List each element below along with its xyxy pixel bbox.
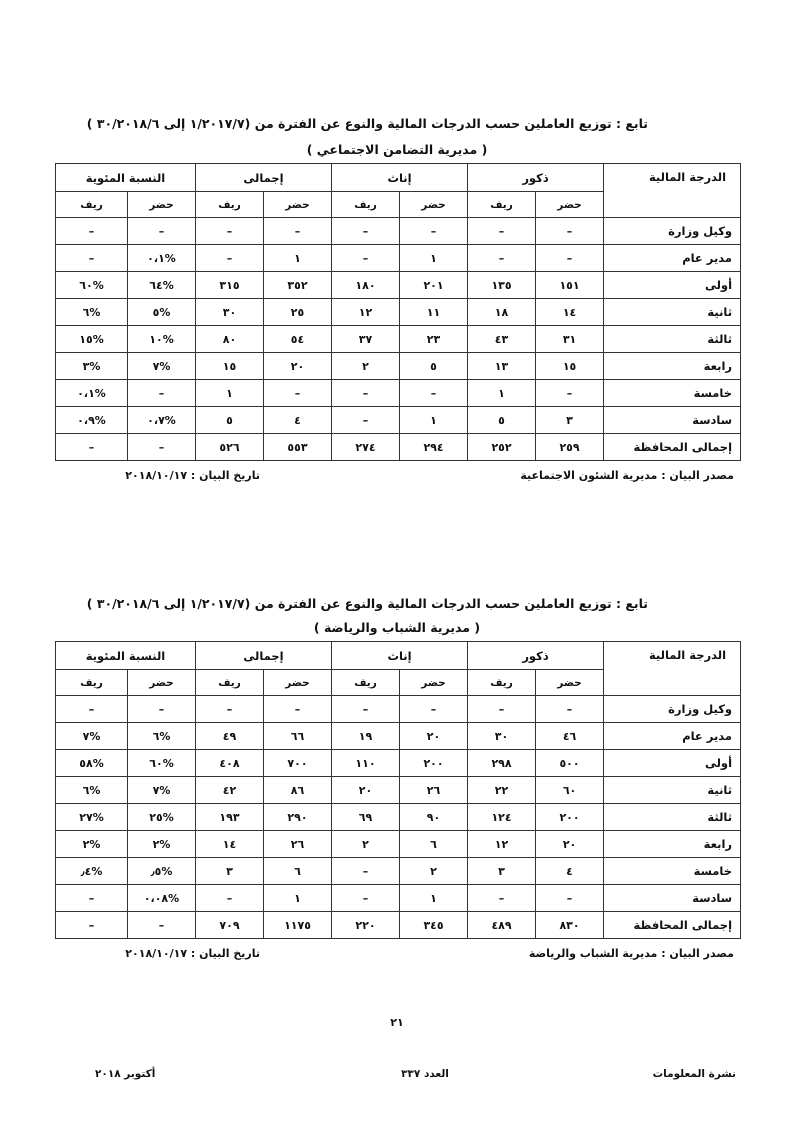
table-cell: ٣ — [468, 858, 536, 885]
table-cell: %٠،٠٨ — [128, 885, 196, 912]
percent-header: النسبة المئوية — [56, 642, 196, 670]
table-cell: ٢٣ — [400, 326, 468, 353]
table-cell: – — [128, 218, 196, 245]
table-cell: – — [128, 912, 196, 939]
table-row — [56, 723, 741, 750]
table-cell: ٣٠ — [196, 299, 264, 326]
table-cell: ٢٩٨ — [468, 750, 536, 777]
footer-publication: نشرة المعلومات — [652, 1068, 736, 1080]
table-cell: %٧ — [128, 353, 196, 380]
table-cell: ١ — [400, 407, 468, 434]
table-cell: ٥٠٠ — [536, 750, 604, 777]
table-cell: %٥ — [128, 299, 196, 326]
table-row — [56, 299, 741, 326]
table-cell: %٥٨ — [56, 750, 128, 777]
table-cell: – — [332, 858, 400, 885]
table-cell: ٢ — [400, 858, 468, 885]
table-cell: – — [332, 218, 400, 245]
males-header: ذكور — [468, 642, 604, 670]
page-number: ٢١ — [390, 1016, 404, 1029]
table-row — [56, 326, 741, 353]
table-cell: – — [332, 696, 400, 723]
table-cell: ٢٠١ — [400, 272, 468, 299]
table2-subtitle: ( مديرية الشباب والرياضة ) — [313, 620, 481, 635]
total-header: إجمالى — [196, 164, 332, 192]
table-cell: ٣٥٢ — [264, 272, 332, 299]
table-cell: – — [196, 696, 264, 723]
table-cell: %٠،١ — [128, 245, 196, 272]
grade-label: سادسة — [604, 407, 741, 434]
table-row — [56, 407, 741, 434]
table-cell: ١٣ — [468, 353, 536, 380]
table2-body — [56, 696, 741, 939]
table-cell: ١١ — [400, 299, 468, 326]
table-cell: ٢٠ — [264, 353, 332, 380]
table-cell: ٢٦ — [264, 831, 332, 858]
table-cell: %٠،١ — [56, 380, 128, 407]
table-cell: – — [196, 885, 264, 912]
table-cell: %٣ — [56, 353, 128, 380]
table-cell: – — [400, 380, 468, 407]
table-cell: ٤ — [536, 858, 604, 885]
table-cell: ٤٠٨ — [196, 750, 264, 777]
grade-label: وكيل وزارة — [604, 696, 741, 723]
table-cell: %٧ — [128, 777, 196, 804]
table1-date: تاريخ البيان : ٢٠١٨/١٠/١٧ — [125, 469, 260, 482]
percent-header: النسبة المئوية — [56, 164, 196, 192]
table-cell: ١ — [264, 885, 332, 912]
table-cell: ٨٦ — [264, 777, 332, 804]
table1-body — [56, 218, 741, 461]
grade-label: إجمالى المحافظة — [604, 912, 741, 939]
table-cell: – — [56, 696, 128, 723]
grade-label: ثانية — [604, 777, 741, 804]
rural-subheader: ريف — [56, 670, 128, 696]
urban-subheader: حضر — [128, 192, 196, 218]
table-cell: ٢٥ — [264, 299, 332, 326]
grade-label: ثالثة — [604, 326, 741, 353]
table-cell: ١١٧٥ — [264, 912, 332, 939]
table-cell: ٢ — [332, 353, 400, 380]
grade-label: رابعة — [604, 353, 741, 380]
table-cell: ٦٦ — [264, 723, 332, 750]
grade-label: وكيل وزارة — [604, 218, 741, 245]
table-cell: ١٤ — [196, 831, 264, 858]
table-cell: ٣٠ — [468, 723, 536, 750]
table-cell: ١٢ — [468, 831, 536, 858]
table-cell: ٤٣ — [468, 326, 536, 353]
rural-subheader: ريف — [56, 192, 128, 218]
table-cell: ٢٦ — [400, 777, 468, 804]
table-cell: – — [56, 245, 128, 272]
footer-month: أكتوبر ٢٠١٨ — [95, 1068, 156, 1080]
table-row — [56, 804, 741, 831]
table-cell: – — [332, 245, 400, 272]
table-cell: %٢ — [56, 831, 128, 858]
table-cell: %٦٠ — [56, 272, 128, 299]
rural-subheader: ريف — [468, 670, 536, 696]
table-cell: ٢٠ — [536, 831, 604, 858]
grade-label: مدير عام — [604, 245, 741, 272]
table-cell: ٢٠ — [332, 777, 400, 804]
rural-subheader: ريف — [196, 670, 264, 696]
rural-subheader: ريف — [468, 192, 536, 218]
table-cell: ٦٠ — [536, 777, 604, 804]
table-cell: ١٣٥ — [468, 272, 536, 299]
total-header: إجمالى — [196, 642, 332, 670]
table-cell: ١٩ — [332, 723, 400, 750]
rural-subheader: ريف — [332, 670, 400, 696]
females-header: إناث — [332, 164, 468, 192]
table-cell: %٠،٩ — [56, 407, 128, 434]
grade-label: مدير عام — [604, 723, 741, 750]
table-cell: – — [56, 434, 128, 461]
grade-header: الدرجة المالية — [604, 642, 741, 696]
table-cell: – — [56, 912, 128, 939]
table-cell: ٣٧ — [332, 326, 400, 353]
rural-subheader: ريف — [332, 192, 400, 218]
table-cell: ٥ — [400, 353, 468, 380]
table-row — [56, 912, 741, 939]
table-cell: – — [468, 218, 536, 245]
table-cell: – — [128, 696, 196, 723]
table-cell: – — [536, 218, 604, 245]
table-cell: ١٤ — [536, 299, 604, 326]
table-row — [56, 858, 741, 885]
urban-subheader: حضر — [536, 670, 604, 696]
grade-label: ثانية — [604, 299, 741, 326]
grade-label: خامسة — [604, 380, 741, 407]
table-cell: ٧٠٩ — [196, 912, 264, 939]
table-cell: ١ — [400, 245, 468, 272]
table2 — [55, 641, 741, 939]
table-cell: ٣١ — [536, 326, 604, 353]
table-cell: ٥ — [196, 407, 264, 434]
table-cell: %٦ — [56, 777, 128, 804]
table-cell: ١ — [468, 380, 536, 407]
table2-source: مصدر البيان : مديرية الشباب والرياضة — [528, 947, 734, 960]
table-cell: ٢٢٠ — [332, 912, 400, 939]
table-cell: ٢٥٩ — [536, 434, 604, 461]
table-row — [56, 831, 741, 858]
table-cell: %١٠ — [128, 326, 196, 353]
table-cell: – — [128, 434, 196, 461]
table-cell: ٨٠ — [196, 326, 264, 353]
grade-header: الدرجة المالية — [604, 164, 741, 218]
table-cell: – — [264, 696, 332, 723]
table-cell: ١٥ — [196, 353, 264, 380]
table-cell: ٤٩ — [196, 723, 264, 750]
table-row — [56, 434, 741, 461]
table1-source: مصدر البيان : مديرية الشئون الاجتماعية — [520, 469, 734, 482]
table-cell: – — [264, 380, 332, 407]
table1-subtitle: ( مديرية التضامن الاجتماعي ) — [306, 142, 488, 157]
table-cell: ١٩٣ — [196, 804, 264, 831]
urban-subheader: حضر — [400, 192, 468, 218]
table-cell: ٢ — [332, 831, 400, 858]
table-cell: – — [400, 696, 468, 723]
urban-subheader: حضر — [128, 670, 196, 696]
table-cell: ٢٩٤ — [400, 434, 468, 461]
grade-label: ثالثة — [604, 804, 741, 831]
table-cell: – — [400, 218, 468, 245]
table-cell: %٠،٧ — [128, 407, 196, 434]
table-cell: – — [196, 218, 264, 245]
table-row — [56, 380, 741, 407]
table-cell: %٦٠ — [128, 750, 196, 777]
table-cell: – — [56, 885, 128, 912]
table-cell: %٢ — [128, 831, 196, 858]
table-cell: ٦ — [264, 858, 332, 885]
table-cell: – — [128, 380, 196, 407]
urban-subheader: حضر — [400, 670, 468, 696]
table-row — [56, 777, 741, 804]
table-cell: ٢٠٠ — [536, 804, 604, 831]
table-cell: ٦ — [400, 831, 468, 858]
table-cell: ٣٤٥ — [400, 912, 468, 939]
table-cell: – — [332, 407, 400, 434]
table-row — [56, 245, 741, 272]
table-cell: – — [536, 245, 604, 272]
table-cell: %٧ — [56, 723, 128, 750]
urban-subheader: حضر — [264, 192, 332, 218]
table-cell: – — [332, 380, 400, 407]
table-cell: – — [536, 885, 604, 912]
table-cell: ١٢٤ — [468, 804, 536, 831]
rural-subheader: ريف — [196, 192, 264, 218]
grade-label: رابعة — [604, 831, 741, 858]
table-cell: ٣ — [536, 407, 604, 434]
table1 — [55, 163, 741, 461]
females-header: إناث — [332, 642, 468, 670]
table-cell: ٩٠ — [400, 804, 468, 831]
table-cell: – — [468, 885, 536, 912]
table-cell: %٫٤ — [56, 858, 128, 885]
table-cell: ١ — [400, 885, 468, 912]
table-cell: ٢٧٤ — [332, 434, 400, 461]
grade-label: خامسة — [604, 858, 741, 885]
table-cell: ٣١٥ — [196, 272, 264, 299]
table2-title: تابع : توزيع العاملين حسب الدرجات المالية والنوع عن الفترة من (١/٢٠١٧/٧ إلى ٣٠/٢٠١٨/٦ ) — [86, 596, 648, 611]
table-cell: ٢٩٠ — [264, 804, 332, 831]
table-cell: ١٥ — [536, 353, 604, 380]
table-cell: ٤٨٩ — [468, 912, 536, 939]
table-cell: ٥٢٦ — [196, 434, 264, 461]
grade-label: إجمالى المحافظة — [604, 434, 741, 461]
table-row — [56, 885, 741, 912]
table-row — [56, 696, 741, 723]
table-cell: ٥ — [468, 407, 536, 434]
table-cell: – — [468, 245, 536, 272]
males-header: ذكور — [468, 164, 604, 192]
grade-label: أولى — [604, 272, 741, 299]
table-cell: ١ — [264, 245, 332, 272]
table-cell: %٦٤ — [128, 272, 196, 299]
table-cell: – — [264, 218, 332, 245]
table-cell: ٧٠٠ — [264, 750, 332, 777]
table-cell: ٤ — [264, 407, 332, 434]
table-cell: ٤٦ — [536, 723, 604, 750]
table-cell: ٢٠٠ — [400, 750, 468, 777]
urban-subheader: حضر — [536, 192, 604, 218]
table-cell: ٥٤ — [264, 326, 332, 353]
table-cell: ٤٢ — [196, 777, 264, 804]
table-cell: – — [56, 218, 128, 245]
table-cell: ٨٣٠ — [536, 912, 604, 939]
table-cell: ١١٠ — [332, 750, 400, 777]
table-cell: %٦ — [128, 723, 196, 750]
table-row — [56, 272, 741, 299]
table-cell: – — [536, 696, 604, 723]
urban-subheader: حضر — [264, 670, 332, 696]
footer-issue: العدد ٣٣٧ — [401, 1068, 449, 1080]
table-cell: – — [196, 245, 264, 272]
table-cell: %١٥ — [56, 326, 128, 353]
table-cell: ١٥١ — [536, 272, 604, 299]
table-cell: %٫٥ — [128, 858, 196, 885]
table-cell: ٢٥٢ — [468, 434, 536, 461]
table-cell: ١٨٠ — [332, 272, 400, 299]
table-row — [56, 750, 741, 777]
table1-title: تابع : توزيع العاملين حسب الدرجات المالية والنوع عن الفترة من (١/٢٠١٧/٧ إلى ٣٠/٢٠١٨/٦ ) — [86, 116, 648, 131]
table-cell: %٢٥ — [128, 804, 196, 831]
grade-label: أولى — [604, 750, 741, 777]
grade-label: سادسة — [604, 885, 741, 912]
table-cell: ٦٩ — [332, 804, 400, 831]
table-cell: ٢٢ — [468, 777, 536, 804]
table-row — [56, 353, 741, 380]
table-cell: – — [468, 696, 536, 723]
table-cell: ١٢ — [332, 299, 400, 326]
table-cell: %٦ — [56, 299, 128, 326]
table-cell: ٣ — [196, 858, 264, 885]
table-cell: ٥٥٣ — [264, 434, 332, 461]
table-cell: ١٨ — [468, 299, 536, 326]
table-cell: ٢٠ — [400, 723, 468, 750]
table-cell: – — [536, 380, 604, 407]
table-cell: ١ — [196, 380, 264, 407]
table-cell: – — [332, 885, 400, 912]
table-cell: %٢٧ — [56, 804, 128, 831]
table-row — [56, 218, 741, 245]
table2-date: تاريخ البيان : ٢٠١٨/١٠/١٧ — [125, 947, 260, 960]
